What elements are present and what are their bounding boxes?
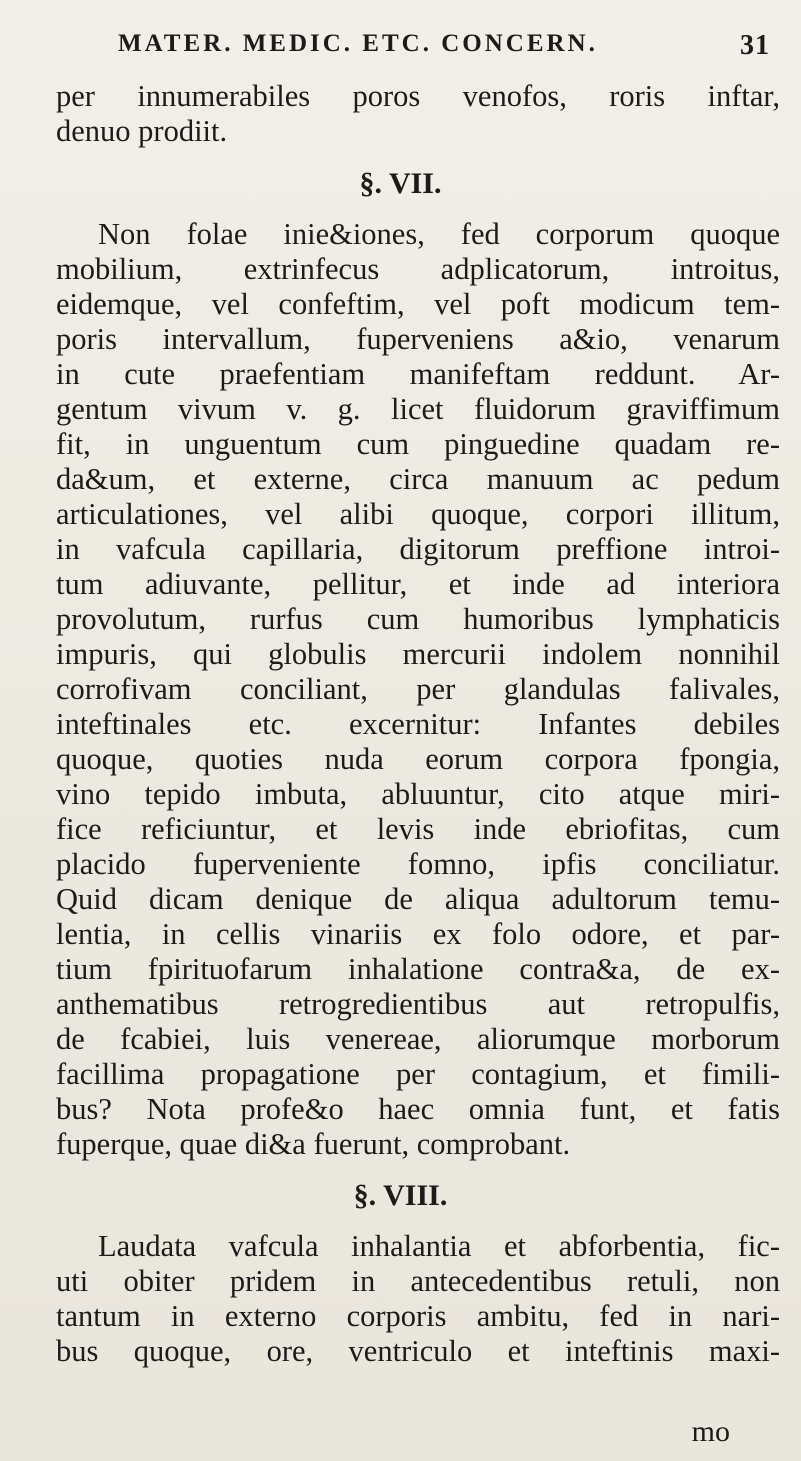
text-line: in vafcula capillaria, digitorum preffione introi- [56,532,780,566]
text-line: fice reficiuntur, et levis inde ebriofitas, cum [56,812,780,846]
text-line: mobilium, extrinfecus adplicatorum, introitus, [56,252,780,286]
text-line: bus quoque, ore, ventriculo et inteftinis maxi- [56,1334,780,1368]
section-heading-vii: §. VII. [359,167,442,200]
text-line: Laudata vafcula inhalantia et abforbentia, fic- [98,1229,780,1263]
text-line: tum adiuvante, pellitur, et inde ad interiora [56,567,780,601]
page-number: 31 [740,30,770,61]
text-line: corrofivam conciliant, per glandulas falivales, [56,672,780,706]
text-line: lentia, in cellis vinariis ex folo odore, et par- [56,917,780,951]
text-line: eidemque, vel confeftim, vel poft modicum tem- [56,287,780,321]
text-line: articulationes, vel alibi quoque, corpori illitum, [56,497,780,531]
text-line: tium fpirituofarum inhalatione contra&a, de ex- [56,952,780,986]
catchword: mo [691,1415,730,1448]
text-line: fit, in unguentum cum pinguedine quadam re- [56,427,780,461]
text-line: facillima propagatione per contagium, et fimili- [56,1057,780,1091]
text-line: fuperque, quae di&a fuerunt, comprobant. [56,1127,571,1161]
text-line: Non folae inie&iones, fed corporum quoque [98,217,780,251]
section-heading-viii: §. VIII. [353,1179,448,1212]
running-head [118,30,770,68]
text-line: quoque, quoties nuda eorum corpora fpongia, [56,742,780,776]
text-line: Quid dicam denique de aliqua adultorum temu- [56,882,780,916]
running-head-title: MATER. MEDIC. ETC. CONCERN. [118,30,598,57]
text-line: de fcabiei, luis venereae, aliorumque morborum [56,1022,780,1056]
text-line: vino tepido imbuta, abluuntur, cito atque miri- [56,777,780,811]
text-line: bus? Nota profe&o haec omnia funt, et fatis [56,1092,780,1126]
text-line: gentum vivum v. g. licet fluidorum graviffimum [56,392,780,426]
text-line: denuo prodiit. [56,114,228,148]
text-line: tantum in externo corporis ambitu, fed in nari- [56,1299,780,1333]
text-line: in cute praefentiam manifeftam reddunt. Ar- [56,357,780,391]
text-line: anthematibus retrogredientibus aut retropulfis, [56,987,780,1021]
text-line: impuris, qui globulis mercurii indolem nonnihil [56,637,780,671]
text-line: placido fuperveniente fomno, ipfis conciliatur. [56,847,780,881]
text-line: da&um, et externe, circa manuum ac pedum [56,462,780,496]
text-line: uti obiter pridem in antecedentibus retuli, non [56,1264,780,1298]
text-line: per innumerabiles poros venofos, roris inftar, [56,79,780,113]
text-line: inteftinales etc. excernitur: Infantes debiles [56,707,780,741]
text-line: poris intervallum, fuperveniens a&io, venarum [56,322,780,356]
text-line: provolutum, rurfus cum humoribus lymphaticis [56,602,780,636]
